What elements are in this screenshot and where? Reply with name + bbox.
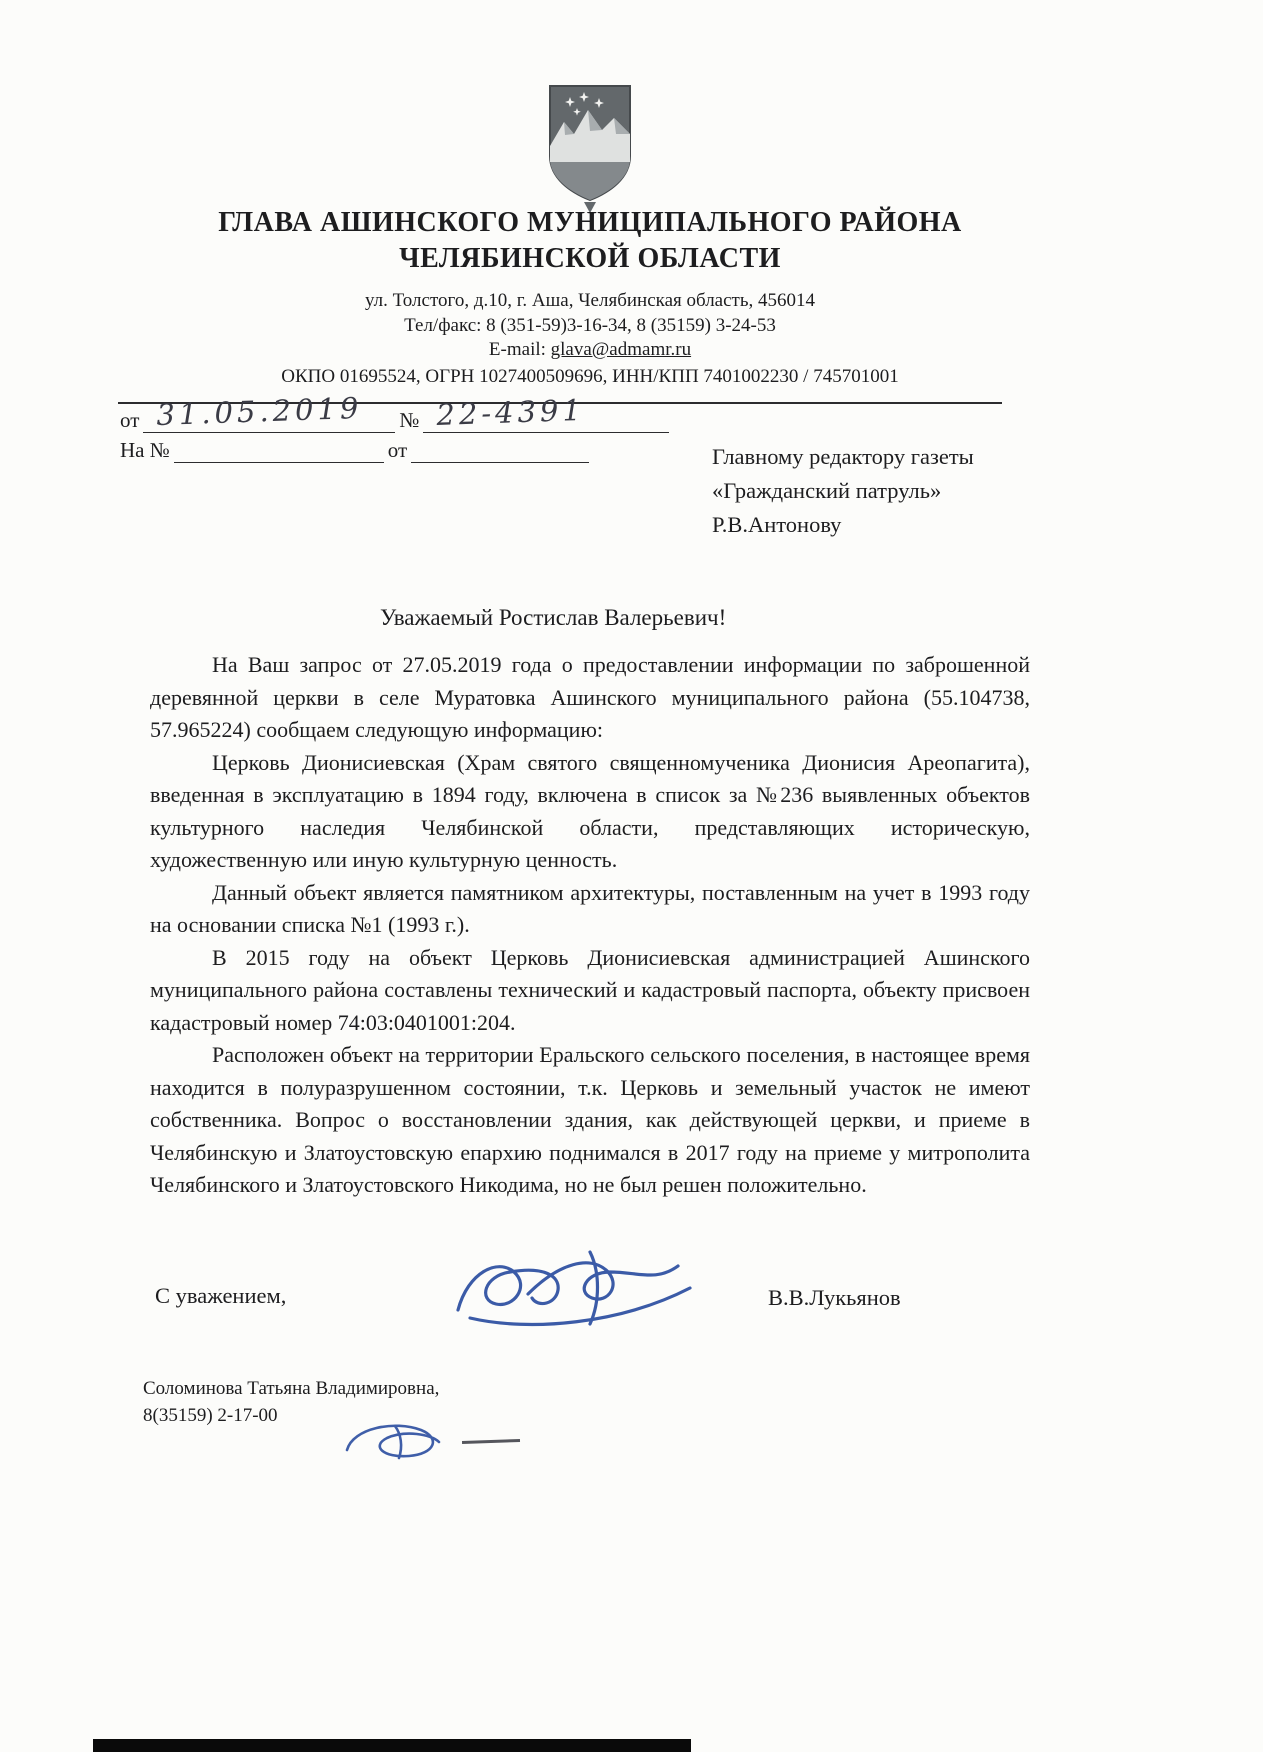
org-address: ул. Толстого, д.10, г. Аша, Челябинская область, 456014 bbox=[364, 290, 816, 311]
org-phone: Тел/факс: 8 (351-59)3-16-34, 8 (35159) 3-24-53 bbox=[404, 314, 776, 336]
ref-on-number-label: На № bbox=[120, 438, 170, 462]
ref-row-date-number bbox=[120, 390, 673, 433]
org-name-line2: ЧЕЛЯБИНСКОЙ ОБЛАСТИ bbox=[399, 243, 781, 274]
executor-name: Соломинова Татьяна Владимировна, bbox=[143, 1378, 440, 1399]
signature-main-svg bbox=[440, 1232, 720, 1342]
coat-of-arms-icon bbox=[544, 82, 636, 217]
recipient-line-1: Главному редактору газеты bbox=[712, 444, 974, 469]
ref-number-underline bbox=[423, 392, 669, 433]
paragraph-3: Данный объект является памятником архитектуры, поставленным на учет в 1993 году на основании списка №1 (1993 г.). bbox=[150, 879, 1030, 937]
ref-on-from-label: от bbox=[387, 438, 408, 462]
paragraph-5: Расположен объект на территории Еральского сельского поселения, в настоящее время находится в полуразрушенном состоянии, т.к. Церковь и земельный участок не имеют собственника. Вопрос о восстановлении здания, как действующей церкви, и приеме в Челябинскую и Златоустовскую епархию поднимался в 2017 году на приеме у митрополита Челябинского и Златоустовского Никодима, но не был решен положительно. bbox=[150, 1042, 1030, 1197]
secondary-signature-icon bbox=[335, 1408, 465, 1468]
recipient-line-2: «Гражданский патруль» bbox=[712, 478, 942, 503]
scan-artifact-bar bbox=[93, 1739, 691, 1752]
salutation: Уважаемый Ростислав Валерьевич! bbox=[380, 605, 727, 630]
org-name-line1: ГЛАВА АШИНСКОГО МУНИЦИПАЛЬНОГО РАЙОНА bbox=[218, 207, 962, 238]
ref-date-underline bbox=[143, 390, 395, 433]
paragraph-4: В 2015 году на объект Церковь Дионисиевская администрацией Ашинского муниципального района составлены технический и кадастровый паспорта, объекту присвоен кадастровый номер 74:03:0401001:204. bbox=[150, 944, 1030, 1035]
letter-body bbox=[150, 649, 1030, 1202]
handwritten-number: 22-4391 bbox=[436, 392, 586, 432]
coat-of-arms-svg bbox=[544, 82, 636, 217]
ref-incoming-date-underline bbox=[411, 439, 589, 463]
letterhead bbox=[0, 205, 1180, 390]
paragraph-2: Церковь Дионисиевская (Храм святого священномученика Дионисия Ареопагита), введенная в эксплуатацию в 1894 году, включена в список за №236 выявленных объектов культурного наследия Челябинской области, представляющих историческую, художественную или иную культурную ценность. bbox=[150, 749, 1030, 872]
signature-small-svg bbox=[335, 1408, 465, 1468]
org-codes: ОКПО 01695524, ОГРН 1027400509696, ИНН/КПП 7401002230 / 745701001 bbox=[281, 365, 899, 387]
email-label: E-mail: bbox=[488, 339, 546, 360]
executor-phone: 8(35159) 2-17-00 bbox=[143, 1405, 278, 1426]
recipient-line-3: Р.В.Антонову bbox=[712, 512, 842, 537]
closing-phrase: С уважением, bbox=[155, 1283, 287, 1308]
paragraph-1: На Ваш запрос от 27.05.2019 года о предоставлении информации по заброшенной деревянной церкви в селе Муратовка Ашинского муниципального района (55.104738, 57.965224) сообщаем следующую информацию: bbox=[150, 652, 1030, 742]
ref-incoming-number-underline bbox=[174, 439, 384, 463]
signatory-name: В.В.Лукьянов bbox=[768, 1285, 901, 1310]
ref-from-label: от bbox=[120, 408, 140, 432]
ref-number-label: № bbox=[399, 408, 420, 432]
signature-icon bbox=[440, 1232, 720, 1342]
email-value: glava@admamr.ru bbox=[550, 339, 692, 360]
pen-dash-mark bbox=[462, 1439, 520, 1444]
ref-row-incoming bbox=[120, 438, 593, 463]
org-email-line bbox=[0, 338, 1180, 363]
handwritten-date: 31.05.2019 bbox=[156, 390, 364, 432]
recipient-block bbox=[712, 440, 974, 542]
